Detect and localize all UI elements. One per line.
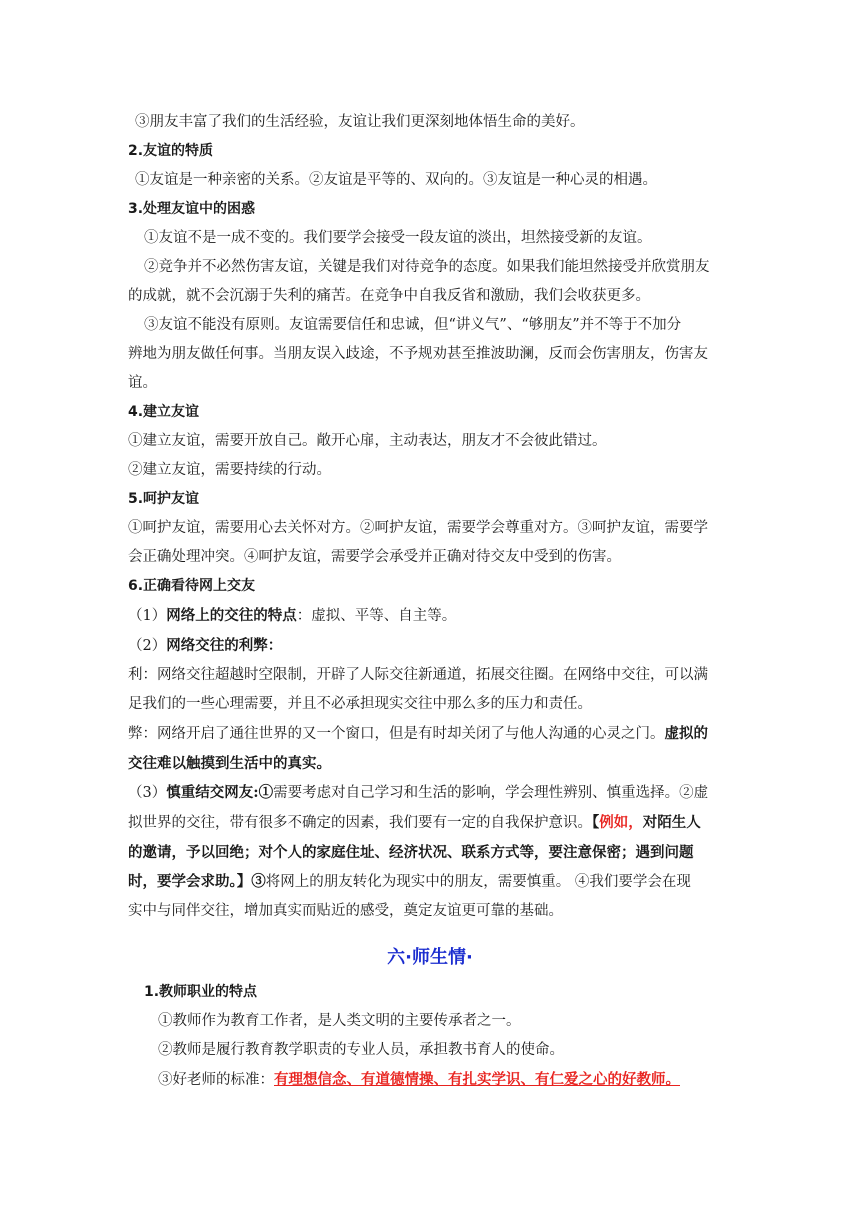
paragraph: 的邀请，予以回绝；对个人的家庭住址、经济状况、联系方式等，要注意保密；遇到问题 <box>128 844 694 861</box>
paragraph: 辨地为朋友做任何事。当朋友误入歧途，不予规劝甚至推波助澜，反而会伤害朋友，伤害友 <box>128 346 708 362</box>
bold-text: 网络交往的利弊： <box>166 637 283 654</box>
paragraph: ③朋友丰富了我们的生活经验，友谊让我们更深刻地体悟生命的美好。 <box>135 114 585 130</box>
bold-text: 慎重结交网友:① <box>166 784 274 801</box>
text: ：虚拟、平等、自主等。 <box>296 608 457 624</box>
paragraph: ②教师是履行教育教学职责的专业人员，承担教书育人的使命。 <box>158 1042 564 1058</box>
paragraph: 谊。 <box>128 375 157 391</box>
highlight-text: 有理想信念、有道德情操、有扎实学识、有仁爱之心的好教师。 <box>274 1071 680 1088</box>
paragraph <box>128 778 734 808</box>
example-label: 例如， <box>599 814 643 831</box>
bold-text: 虚拟的 <box>664 725 708 742</box>
bracket: 【 <box>592 814 600 831</box>
text: 将网上的朋友转化为现实中的朋友，需要慎重。 ④我们要学会在现 <box>265 874 691 890</box>
bold-text: 时，要学会求助。】③ <box>128 873 266 890</box>
paragraph: 会正确处理冲突。④呵护友谊，需要学会承受并正确对待交友中受到的伤害。 <box>128 549 621 565</box>
paragraph: ②建立友谊，需要持续的行动。 <box>128 462 331 478</box>
list-label: （3） <box>128 785 167 801</box>
paragraph: ①呵护友谊，需要用心去关怀对方。②呵护友谊，需要学会尊重对方。③呵护友谊，需要学 <box>128 520 708 536</box>
teacher-section <box>144 978 734 1095</box>
paragraph: 足我们的一些心理需要，并且不必承担现实交往中那么多的压力和责任。 <box>128 696 592 712</box>
bold-text: 对陌生人 <box>642 814 701 831</box>
paragraph: ①友谊不是一成不变的。我们要学会接受一段友谊的淡出，坦然接受新的友谊。 <box>144 230 652 246</box>
paragraph: ③友谊不能没有原则。友谊需要信任和忠诚，但“讲义气”、“够朋友”并不等于不加分 <box>144 317 682 333</box>
text: 拟世界的交往，带有很多不确定的因素，我们要有一定的自我保护意识。 <box>128 815 592 831</box>
paragraph: ①友谊是一种亲密的关系。②友谊是平等的、双向的。③友谊是一种心灵的相遇。 <box>135 172 657 188</box>
heading-friendship-traits: 2.友谊的特质 <box>128 143 214 159</box>
paragraph <box>128 719 734 749</box>
paragraph <box>128 808 734 838</box>
heading-protect-friendship: 5.呵护友谊 <box>128 491 200 507</box>
paragraph: 交往难以触摸到生活中的真实。 <box>128 755 331 772</box>
paragraph: 利：网络交往超越时空限制，开辟了人际交往新通道，拓展交往圈。在网络中交往，可以满 <box>128 667 708 683</box>
heading-online-friends: 6.正确看待网上交友 <box>128 578 256 594</box>
heading-build-friendship: 4.建立友谊 <box>128 404 200 420</box>
paragraph: 实中与同伴交往，增加真实而贴近的感受，奠定友谊更可靠的基础。 <box>128 903 563 919</box>
list-label: （1） <box>128 608 167 624</box>
heading-teacher-profession: 1.教师职业的特点 <box>144 984 258 1000</box>
paragraph: ②竞争并不必然伤害友谊，关键是我们对待竞争的态度。如果我们能坦然接受并欣赏朋友 <box>144 259 710 275</box>
list-label: （2） <box>128 638 167 654</box>
bold-text: 网络上的交往的特点 <box>166 607 297 624</box>
heading-friendship-confusion: 3.处理友谊中的困惑 <box>128 201 256 217</box>
text: 弊：网络开启了通往世界的又一个窗口，但是有时却关闭了与他人沟通的心灵之门。 <box>128 726 665 742</box>
paragraph: ①建立友谊，需要开放自己。敞开心扉，主动表达，朋友才不会彼此错过。 <box>128 433 607 449</box>
section-title: 六·师生情· <box>387 947 473 968</box>
text: 需要考虑对自己学习和生活的影响，学会理性辨别、慎重选择。②虚 <box>273 785 709 801</box>
text: ③好老师的标准： <box>158 1072 274 1088</box>
paragraph <box>144 1065 734 1095</box>
paragraph <box>128 867 734 897</box>
paragraph <box>128 601 734 631</box>
paragraph: 的成就，就不会沉溺于失利的痛苦。在竞争中自我反省和激励，我们会收获更多。 <box>128 288 650 304</box>
paragraph: ①教师作为教育工作者，是人类文明的主要传承者之一。 <box>158 1013 521 1029</box>
paragraph <box>128 631 734 661</box>
friendship-section <box>128 108 734 926</box>
